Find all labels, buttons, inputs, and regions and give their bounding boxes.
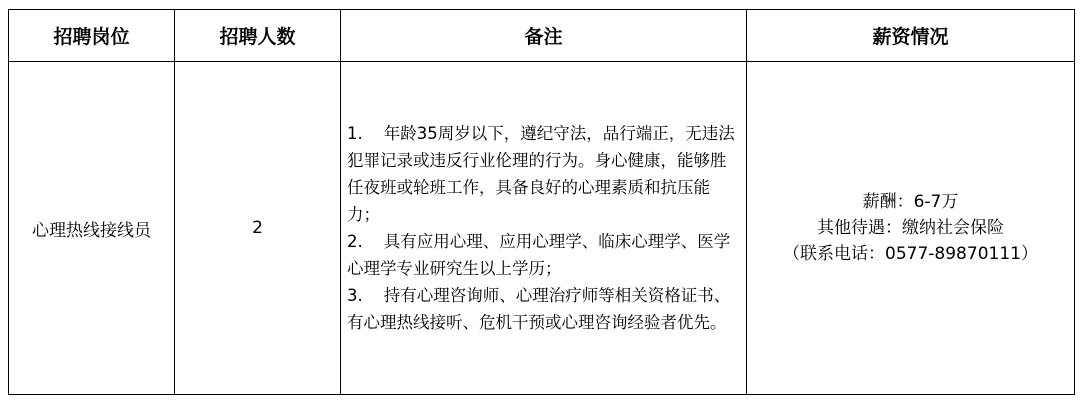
header-position: 招聘岗位 <box>9 10 175 62</box>
salary-benefits: 其他待遇：缴纳社会保险 <box>817 218 1004 238</box>
salary-pay: 薪酬：6-7万 <box>862 192 959 212</box>
header-salary: 薪资情况 <box>747 10 1075 62</box>
position-cell: 心理热线接线员 <box>9 62 175 395</box>
note-item-1: 1. 年龄35周岁以下，遵纪守法，品行端正，无违法犯罪记录或违反行业伦理的行为。身心健康，能够胜任夜班或轮班工作，具备良好的心理素质和抗压能力； <box>347 124 735 224</box>
notes-cell <box>341 62 747 395</box>
note-item-3: 3. 持有心理咨询师、心理治疗师等相关资格证书、有心理热线接听、危机干预或心理咨询经验者优先。 <box>347 286 731 332</box>
recruitment-table <box>8 9 1075 395</box>
count-cell: 2 <box>175 62 341 395</box>
header-notes: 备注 <box>341 10 747 62</box>
note-item-2: 2. 具有应用心理、应用心理学、临床心理学、医学心理学专业研究生以上学历； <box>347 232 731 278</box>
table-row <box>9 62 1075 395</box>
salary-cell <box>747 62 1075 395</box>
header-count: 招聘人数 <box>175 10 341 62</box>
salary-contact: （联系电话：0577-89870111） <box>783 244 1038 264</box>
header-row <box>9 10 1075 62</box>
